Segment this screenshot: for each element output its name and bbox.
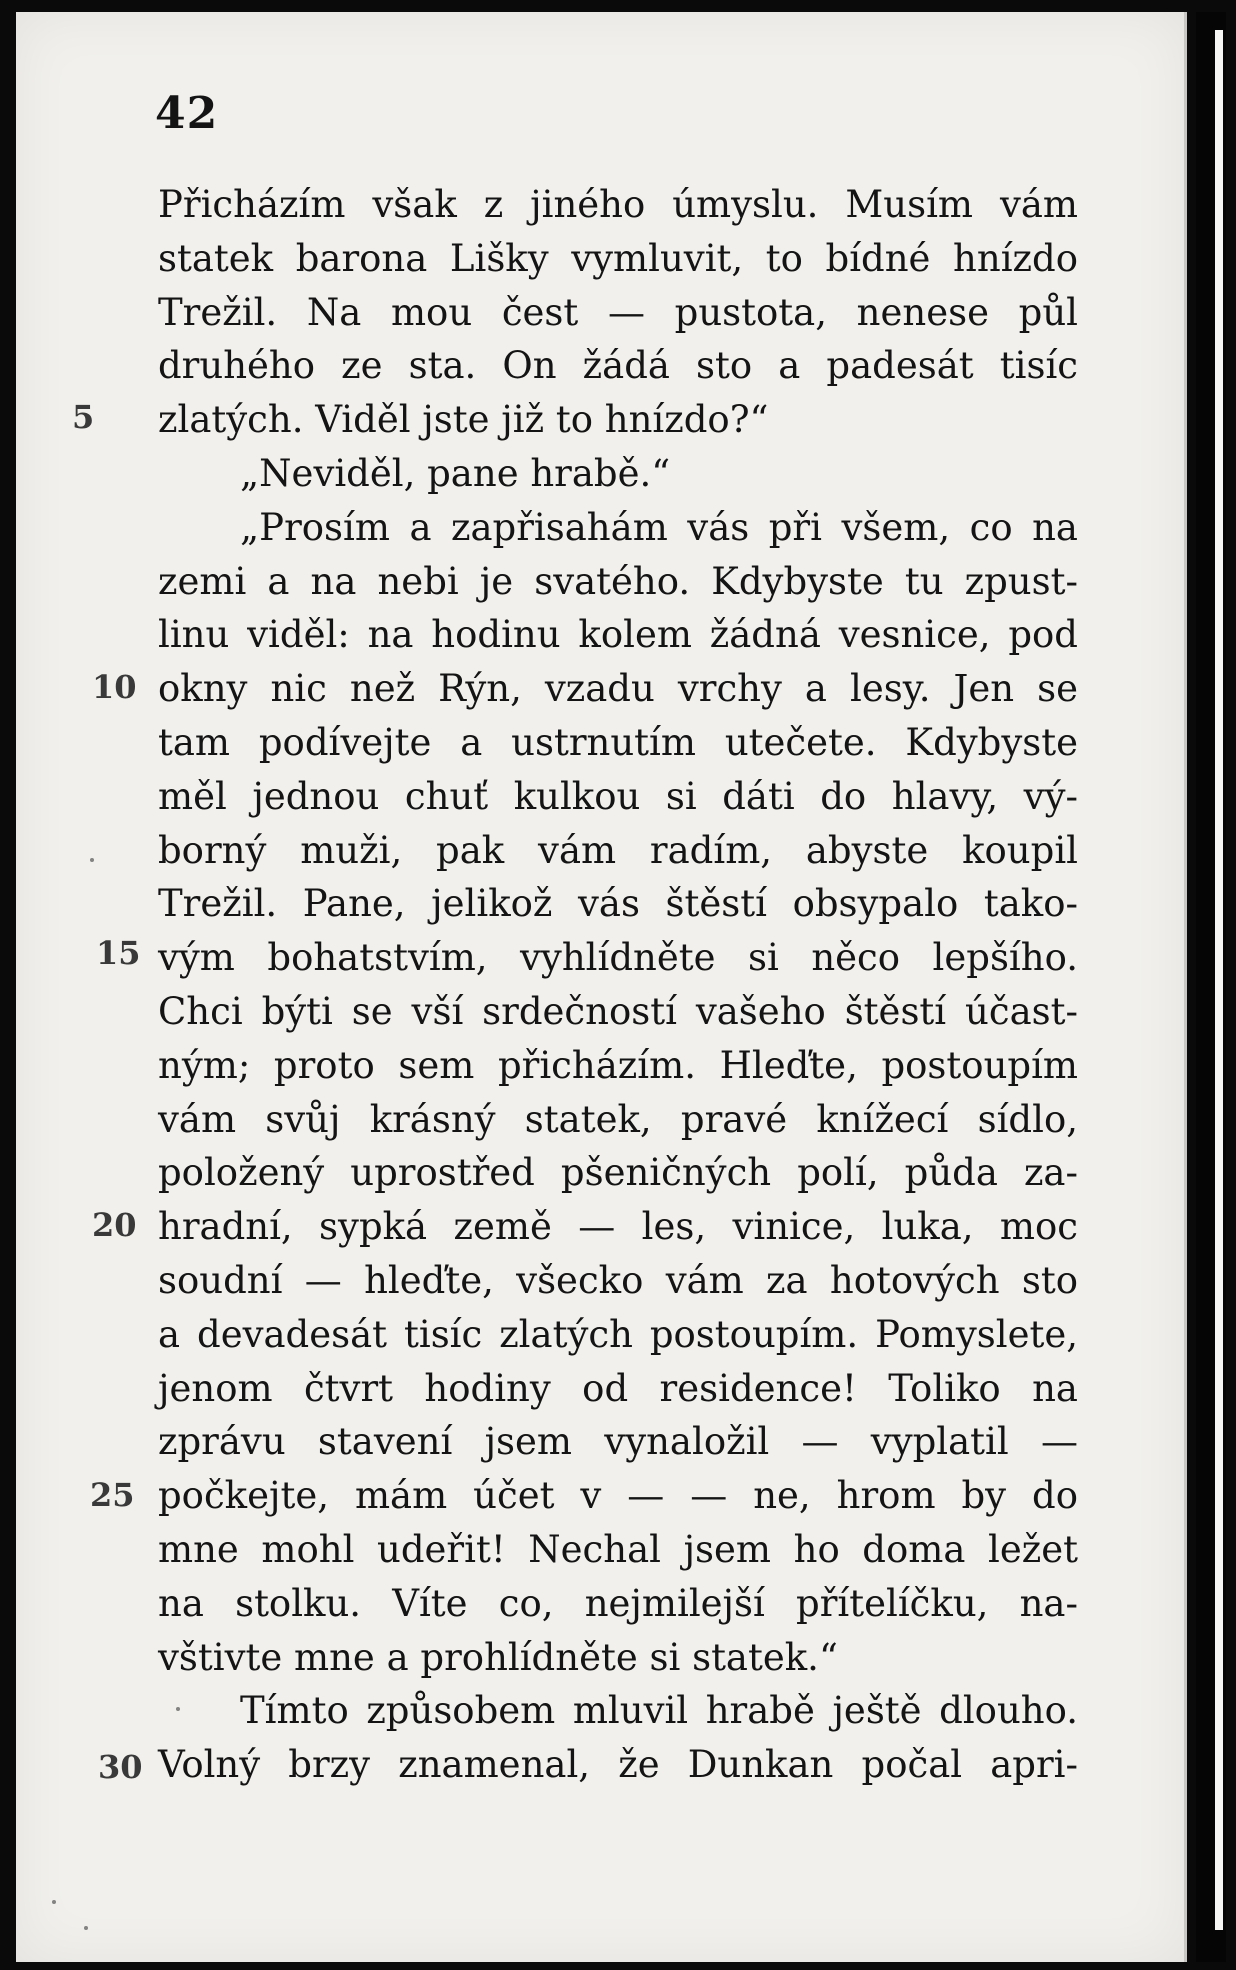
paper-speck bbox=[84, 1926, 88, 1930]
text-line: Volný brzy znamenal, že Dunkan počal apri- bbox=[158, 1743, 1078, 1787]
text-line: statek barona Lišky vymluvit, to bídné hnízdo bbox=[158, 236, 1078, 280]
margin-line-number: 25 bbox=[90, 1476, 135, 1514]
paper-speck bbox=[176, 1707, 180, 1711]
page-number: 42 bbox=[155, 88, 219, 139]
text-line: počkejte, mám účet v — — ne, hrom by do bbox=[158, 1474, 1078, 1518]
text-line: vštivte mne a prohlídněte si statek.“ bbox=[158, 1635, 838, 1679]
text-line: Chci býti se vší srdečností vašeho štěstí účast- bbox=[158, 989, 1078, 1033]
margin-line-number: 15 bbox=[96, 934, 141, 972]
text-line: na stolku. Víte co, nejmilejší přítelíčku, na- bbox=[158, 1581, 1078, 1625]
text-line: soudní — hleďte, všecko vám za hotových sto bbox=[158, 1258, 1078, 1302]
page-body-text bbox=[158, 178, 1078, 1792]
text-line: Trežil. Pane, jelikož vás štěstí obsypalo tako- bbox=[158, 882, 1078, 926]
text-line: zlatých. Viděl jste již to hnízdo?“ bbox=[158, 398, 769, 442]
text-line: Přicházím však z jiného úmyslu. Musím vám bbox=[158, 183, 1078, 226]
text-line: borný muži, pak vám radím, abyste koupil bbox=[158, 828, 1078, 872]
paper-speck bbox=[90, 858, 94, 862]
text-line: zemi a na nebi je svatého. Kdybyste tu zpust- bbox=[158, 559, 1078, 603]
text-line: linu viděl: na hodinu kolem žádná vesnice, pod bbox=[158, 613, 1078, 657]
text-line: ným; proto sem přicházím. Hleďte, postoupím bbox=[158, 1043, 1078, 1087]
margin-line-number: 10 bbox=[92, 668, 137, 706]
text-line: zprávu stavení jsem vynaložil — vyplatil — bbox=[158, 1420, 1078, 1464]
text-line: vým bohatstvím, vyhlídněte si něco lepšího. bbox=[158, 936, 1078, 980]
text-line: mne mohl udeřit! Nechal jsem ho doma ležet bbox=[158, 1527, 1078, 1571]
text-line: okny nic než Rýn, vzadu vrchy a lesy. Jen se bbox=[158, 667, 1078, 711]
margin-line-number: 20 bbox=[92, 1206, 137, 1244]
text-line: Tímto způsobem mluvil hrabě ještě dlouho. bbox=[240, 1689, 1078, 1733]
margin-line-number: 30 bbox=[98, 1748, 143, 1786]
text-line: a devadesát tisíc zlatých postoupím. Pomyslete, bbox=[158, 1312, 1078, 1356]
margin-line-number: 5 bbox=[72, 398, 95, 436]
adjacent-page-edge bbox=[1215, 30, 1223, 1930]
text-line: „Prosím a zapřisahám vás při všem, co na bbox=[240, 505, 1078, 549]
text-line: druhého ze sta. On žádá sto a padesát tisíc bbox=[158, 344, 1078, 388]
text-line: položený uprostřed pšeničných polí, půda za- bbox=[158, 1151, 1078, 1195]
paper-speck bbox=[52, 1900, 56, 1904]
text-line: hradní, sypká země — les, vinice, luka, moc bbox=[158, 1205, 1078, 1249]
text-line: měl jednou chuť kulkou si dáti do hlavy, vý- bbox=[158, 774, 1078, 818]
text-line: „Neviděl, pane hrabě.“ bbox=[240, 451, 671, 495]
text-line: vám svůj krásný statek, pravé knížecí sídlo, bbox=[158, 1097, 1078, 1141]
text-line: jenom čtvrt hodiny od residence! Toliko na bbox=[158, 1366, 1078, 1410]
text-line: Trežil. Na mou čest — pustota, nenese půl bbox=[158, 290, 1078, 334]
text-line: tam podívejte a ustrnutím utečete. Kdybyste bbox=[158, 720, 1078, 764]
